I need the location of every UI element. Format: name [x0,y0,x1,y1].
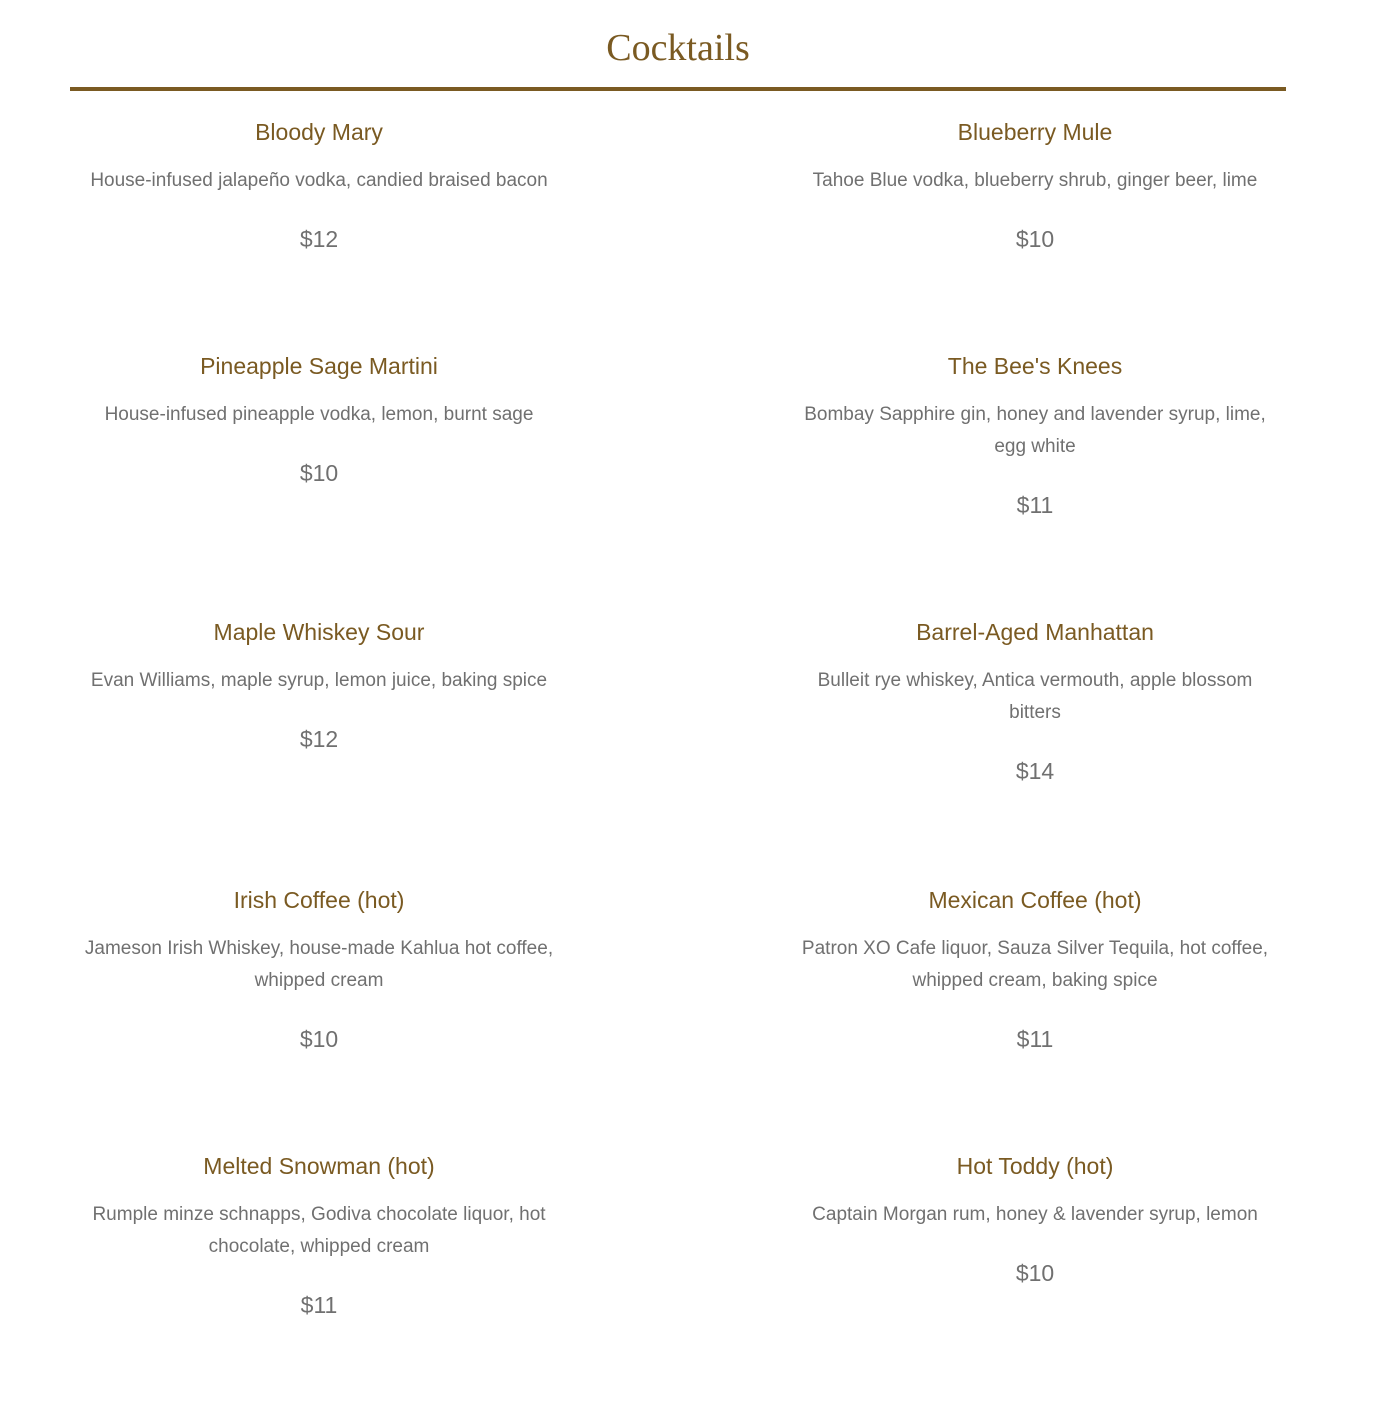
item-description: Captain Morgan rum, honey & lavender syrup, lemon [812,1204,1258,1225]
item-name: Mexican Coffee (hot) [928,887,1142,913]
menu-item-pineapple-sage-martini [69,350,569,489]
item-name: Bloody Mary [255,119,383,145]
menu-item-maple-whiskey-sour [69,616,569,755]
item-name: Melted Snowman (hot) [203,1153,435,1179]
item-description: Tahoe Blue vodka, blueberry shrub, ginger beer, lime [812,170,1258,191]
item-name: Blueberry Mule [957,119,1113,145]
item-description: Bulleit rye whiskey, Antica vermouth, apple blossom bitters [817,670,1253,723]
item-price: $11 [1016,492,1054,518]
item-price: $14 [1015,758,1055,784]
menu-item-melted-snowman [69,1150,569,1321]
menu-item-barrel-aged-manhattan [785,616,1285,787]
item-description: Rumple minze schnapps, Godiva chocolate liquor, hot chocolate, whipped cream [92,1204,546,1257]
item-price: $12 [299,726,339,752]
item-name: Hot Toddy (hot) [956,1153,1114,1179]
item-description: House-infused jalapeño vodka, candied braised bacon [90,170,548,191]
item-description: Evan Williams, maple syrup, lemon juice, baking spice [90,670,548,691]
item-name: Maple Whiskey Sour [213,619,425,645]
item-description: Patron XO Cafe liquor, Sauza Silver Tequila, hot coffee, whipped cream, baking spice [801,938,1269,991]
page-title: Cocktails [606,27,750,69]
item-name: The Bee's Knees [947,353,1123,379]
menu-item-bees-knees [785,350,1285,521]
item-price: $11 [1016,1026,1054,1052]
item-description: Bombay Sapphire gin, honey and lavender syrup, lime, egg white [804,404,1266,457]
item-price: $12 [299,226,339,252]
item-price: $11 [300,1292,338,1318]
item-price: $10 [299,460,339,486]
item-name: Pineapple Sage Martini [200,353,438,379]
menu-item-blueberry-mule [785,116,1285,255]
menu-item-bloody-mary [69,116,569,255]
item-description: House-infused pineapple vodka, lemon, burnt sage [104,404,534,425]
item-price: $10 [1015,1260,1055,1286]
item-price: $10 [299,1026,339,1052]
item-price: $10 [1015,226,1055,252]
title-divider [70,87,1286,91]
item-description: Jameson Irish Whiskey, house-made Kahlua hot coffee, whipped cream [84,938,554,991]
menu-item-irish-coffee [69,884,569,1055]
item-name: Irish Coffee (hot) [233,887,405,913]
item-name: Barrel-Aged Manhattan [916,619,1154,645]
menu-item-hot-toddy [785,1150,1285,1289]
menu-item-mexican-coffee [785,884,1285,1055]
